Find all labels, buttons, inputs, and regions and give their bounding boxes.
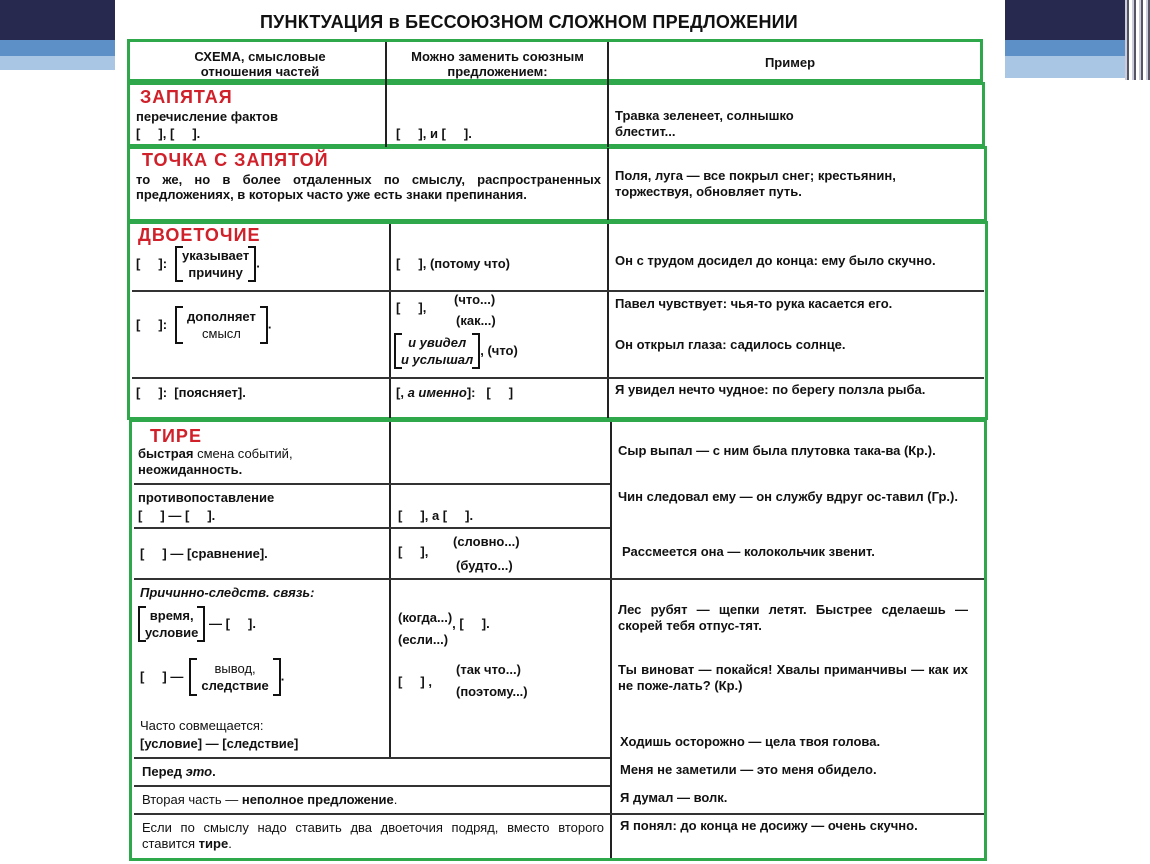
example: Павел чувствует: чья-то рука касается его.: [615, 296, 893, 311]
scheme-start: [ ] —: [140, 669, 184, 684]
example: Ходишь осторожно — цела твоя голова.: [620, 734, 881, 749]
replace-emphasis: а именно: [407, 385, 467, 400]
example: Он открыл глаза: садилось солнце.: [615, 337, 846, 352]
row-divider: [132, 377, 984, 379]
section-label-tire: ТИРЕ: [150, 426, 202, 446]
example: Меня не заметили — это меня обидело.: [620, 762, 877, 777]
bracket-bottom: следствие: [201, 678, 269, 693]
col-divider: [607, 224, 609, 418]
rule-end: .: [228, 836, 232, 851]
rule-start: Если по смыслу надо ставить два двоеточия подряд, вместо второго ставится: [142, 820, 604, 851]
replace-what: [396, 292, 496, 328]
note: Часто совмещается:: [140, 718, 264, 733]
rule: [142, 792, 397, 808]
replace: [ ], (потому что): [396, 256, 511, 271]
rule-end: .: [212, 764, 216, 779]
section-label-dvoetochie: ДВОЕТОЧИЕ: [138, 225, 261, 245]
page-title: ПУНКТУАЦИЯ в БЕССОЮЗНОМ СЛОЖНОМ ПРЕДЛОЖЕНИИ: [260, 12, 798, 32]
bracket-bottom: причину: [188, 265, 243, 280]
rule-emphasis: тире: [198, 836, 229, 851]
header-scheme: СХЕМА, смысловые отношения частей: [194, 49, 326, 79]
replace: [398, 610, 490, 647]
example: Чин следовал ему — он службу вдруг ос-тавил (Гр.).: [618, 489, 958, 504]
replace-how-text: (как...): [456, 313, 496, 328]
bracket-bottom: и услышал: [401, 352, 474, 367]
col-divider: [389, 422, 391, 757]
example: Лес рубят — щепки летят. Быстрее сделаешь — скорей тебя отпус-тят.: [618, 602, 968, 633]
example: Я думал — волк.: [620, 790, 728, 805]
replace: [398, 534, 520, 573]
replace-start: [ ] ,: [398, 674, 432, 689]
replace-option-b: (будто...): [456, 558, 513, 573]
bracket-group: [189, 658, 280, 696]
scheme: [ ]: [поясняет].: [136, 385, 246, 400]
scheme: [ ] — [ ].: [138, 508, 216, 523]
replace-option-a: (так что...): [456, 662, 521, 677]
meaning: то же, но в более отдаленных по смыслу, распространенных предложениях, в которых часто уже есть знаки препинания.: [136, 172, 601, 202]
bracket-top: вывод,: [214, 661, 256, 676]
replace: [398, 662, 528, 699]
replace-option-b: (если...): [398, 632, 449, 647]
replace-option-b: (поэтому...): [456, 684, 528, 699]
example: Травка зеленеет, солнышко блестит...: [615, 108, 794, 139]
meaning: противопоставление: [138, 490, 275, 505]
col-divider: [610, 422, 612, 858]
meaning-rest: смена событий,: [193, 446, 293, 461]
slide-edge-lines: [1125, 0, 1150, 80]
rule-emphasis: неполное предложение: [241, 792, 394, 807]
rule: [142, 820, 604, 852]
bracket-group: [394, 333, 480, 369]
replace: [ ], и [ ].: [396, 126, 472, 141]
bracket-group: [175, 306, 268, 344]
col-divider: [607, 42, 609, 147]
row-divider: [134, 757, 610, 759]
replace-end: , (что): [480, 343, 518, 358]
example: Он с трудом досидел до конца: ему было скучно.: [615, 253, 936, 268]
meaning-emphasis: быстрая: [138, 446, 194, 461]
rule-start: Вторая часть —: [142, 792, 242, 807]
meaning: [138, 446, 293, 478]
section-label-zapyataya: ЗАПЯТАЯ: [140, 87, 233, 107]
bracket-group: [138, 606, 205, 642]
rule: [142, 764, 216, 780]
replace-start: [,: [396, 385, 408, 400]
header-example: Пример: [764, 55, 816, 70]
bracket-bottom: условие: [145, 625, 199, 640]
row-divider: [134, 785, 610, 787]
replace: [396, 385, 513, 401]
scheme: [136, 306, 271, 344]
replace-option-a: (когда...): [398, 610, 453, 625]
bracket-top: время,: [149, 608, 194, 623]
replace-start: [ ],: [396, 300, 427, 315]
row-divider: [134, 578, 984, 580]
scheme: [138, 606, 256, 642]
meaning: перечисление фактов: [136, 109, 278, 124]
replace-option-a: (словно...): [453, 534, 520, 549]
replace-what-text: (что...): [454, 292, 496, 307]
scheme: [136, 246, 260, 282]
example: Рассмеется она — колокольчик звенит.: [622, 544, 875, 559]
scheme-end: .: [256, 255, 260, 271]
scheme: [условие] — [следствие]: [140, 736, 299, 751]
scheme-end: — [ ].: [205, 616, 256, 631]
replace-start: [ ],: [398, 544, 429, 559]
scheme-left: [ ]:: [136, 256, 168, 271]
example: Ты виноват — покайся! Хвалы приманчивы — как их не поже-лать? (Кр.): [618, 662, 968, 693]
scheme: [ ], [ ].: [136, 126, 201, 141]
row-divider: [134, 483, 610, 485]
col-divider: [389, 224, 391, 418]
section-heading-cause: [140, 585, 314, 601]
replace: [ ], а [ ].: [398, 508, 474, 523]
scheme: [140, 658, 284, 696]
row-divider: [134, 813, 984, 815]
scheme-end: .: [267, 316, 272, 332]
header-replace: Можно заменить союзным предложением:: [411, 49, 584, 79]
col-divider: [607, 148, 609, 220]
row-divider: [132, 290, 984, 292]
slide-stripe-left-light: [0, 56, 115, 70]
example: Поля, луга — все покрыл снег; крестьянин, торжествуя, обновляет путь.: [615, 168, 896, 199]
example: Сыр выпал — с ним была плутовка така-ва (Кр.).: [618, 443, 936, 458]
scheme-end: .: [280, 668, 285, 684]
meaning-line2: неожиданность.: [138, 462, 243, 477]
row-divider: [134, 527, 610, 529]
example: Я увидел нечто чудное: по берегу ползла рыба.: [615, 382, 926, 397]
bracket-top: дополняет: [187, 309, 256, 324]
replace-end: , [ ].: [452, 616, 490, 631]
section-label-tochka: ТОЧКА С ЗАПЯТОЙ: [142, 150, 329, 170]
rule-start: Перед: [142, 764, 186, 779]
cause-heading: Причинно-следств. связь:: [140, 585, 315, 600]
bracket-top: и увидел: [408, 335, 467, 350]
replace-saw-heard: [394, 333, 518, 369]
slide-band-left: [0, 0, 115, 40]
replace-end: ]: [ ]: [466, 385, 514, 400]
slide-stripe-left: [0, 40, 115, 56]
rule-emphasis: это: [185, 764, 213, 779]
bracket-bottom: смысл: [202, 326, 241, 341]
scheme-left: [ ]:: [136, 317, 168, 332]
example: Я понял: до конца не досижу — очень скучно.: [620, 818, 918, 833]
bracket-top: указывает: [182, 248, 250, 263]
col-divider: [385, 42, 387, 147]
rule-end: .: [393, 792, 398, 807]
scheme: [ ] — [сравнение].: [140, 546, 268, 561]
bracket-group: [175, 246, 256, 282]
